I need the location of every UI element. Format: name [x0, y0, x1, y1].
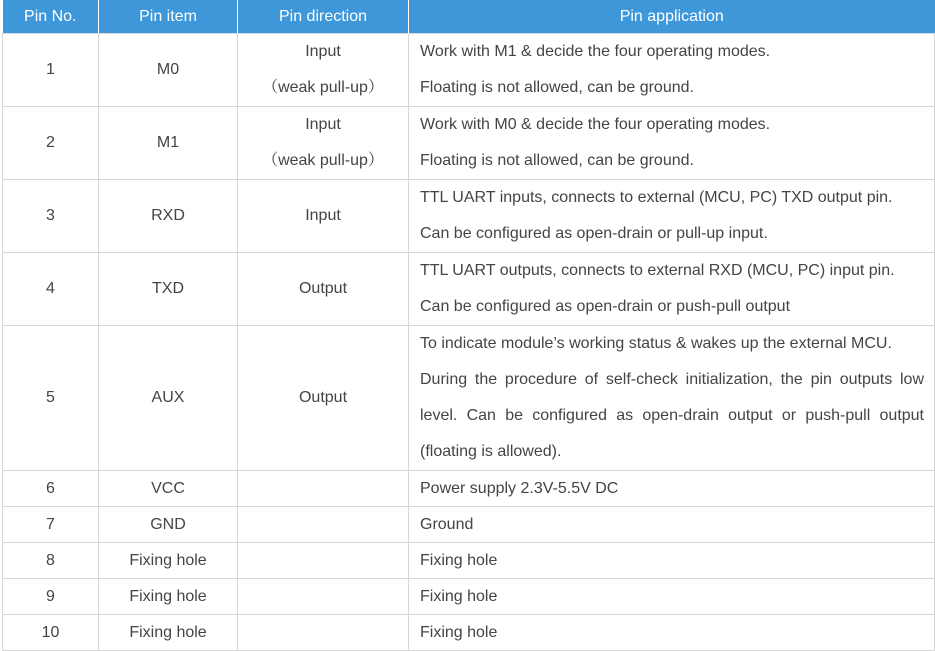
pin-item-cell: TXD	[99, 253, 238, 326]
pin-no-cell: 4	[3, 253, 99, 326]
pin-no-cell: 7	[3, 507, 99, 543]
pin-direction-cell	[238, 579, 409, 615]
table-header	[3, 0, 935, 34]
application-line: Can be configured as open-drain or push-pull output	[420, 298, 791, 315]
pin-application-cell	[409, 615, 935, 651]
application-line: TTL UART inputs, connects to external (MCU, PC) TXD output pin.	[420, 189, 893, 206]
application-line: Floating is not allowed, can be ground.	[420, 152, 694, 169]
direction-line: Input	[305, 116, 341, 133]
pin-no-cell: 6	[3, 471, 99, 507]
pin-item-cell: GND	[99, 507, 238, 543]
pin-direction-cell	[238, 471, 409, 507]
header-row	[3, 0, 935, 34]
table-row	[3, 615, 935, 651]
pin-application-cell	[409, 180, 935, 253]
pin-item-cell: AUX	[99, 326, 238, 471]
table-row	[3, 107, 935, 180]
pin-item-cell: M1	[99, 107, 238, 180]
pin-direction-cell	[238, 507, 409, 543]
table-row	[3, 471, 935, 507]
header-pin-application: Pin application	[409, 0, 935, 34]
pin-application-cell	[409, 253, 935, 326]
pin-application-cell	[409, 543, 935, 579]
application-line: To indicate module’s working status & wakes up the external MCU.	[420, 335, 892, 352]
pin-application-cell	[409, 507, 935, 543]
pin-direction-cell	[238, 615, 409, 651]
header-pin-no: Pin No.	[3, 0, 99, 34]
pin-item-cell: VCC	[99, 471, 238, 507]
table-row	[3, 326, 935, 471]
application-line: Fixing hole	[420, 588, 498, 605]
application-line: Ground	[420, 516, 474, 533]
pin-table	[2, 0, 935, 651]
table-row	[3, 543, 935, 579]
header-pin-item: Pin item	[99, 0, 238, 34]
pin-application-cell	[409, 326, 935, 471]
pin-item-cell: Fixing hole	[99, 615, 238, 651]
application-line: Work with M0 & decide the four operating modes.	[420, 116, 771, 133]
pin-direction-cell: Output	[238, 326, 409, 471]
table-row	[3, 180, 935, 253]
pin-no-cell: 8	[3, 543, 99, 579]
direction-note: （weak pull-up）	[262, 79, 384, 96]
application-line: Work with M1 & decide the four operating modes.	[420, 43, 771, 60]
pin-no-cell: 9	[3, 579, 99, 615]
application-line: Fixing hole	[420, 624, 498, 641]
pin-application-cell	[409, 34, 935, 107]
application-line: TTL UART outputs, connects to external RXD (MCU, PC) input pin.	[420, 262, 895, 279]
pin-direction-cell: Output	[238, 253, 409, 326]
table-body	[3, 34, 935, 651]
pin-no-cell: 10	[3, 615, 99, 651]
table-row	[3, 34, 935, 107]
application-line: Power supply 2.3V-5.5V DC	[420, 480, 619, 497]
pin-application-cell	[409, 579, 935, 615]
pin-direction-cell	[238, 543, 409, 579]
direction-note: （weak pull-up）	[262, 152, 384, 169]
pin-item-cell: M0	[99, 34, 238, 107]
pin-no-cell: 1	[3, 34, 99, 107]
direction-line: Input	[305, 43, 341, 60]
table-row	[3, 253, 935, 326]
pin-direction-cell	[238, 34, 409, 107]
pin-application-cell	[409, 107, 935, 180]
pin-item-cell: Fixing hole	[99, 579, 238, 615]
header-pin-direction: Pin direction	[238, 0, 409, 34]
pin-item-cell: RXD	[99, 180, 238, 253]
pin-application-cell	[409, 471, 935, 507]
pin-no-cell: 5	[3, 326, 99, 471]
application-paragraph: During the procedure of self-check initialization, the pin outputs low level. Can be configured as open-drain output or push-pull output (floating is allowed).	[420, 371, 924, 460]
pin-item-cell: Fixing hole	[99, 543, 238, 579]
pin-direction-cell: Input	[238, 180, 409, 253]
application-line: Can be configured as open-drain or pull-up input.	[420, 225, 768, 242]
pin-no-cell: 2	[3, 107, 99, 180]
application-line: Fixing hole	[420, 552, 498, 569]
table-row	[3, 579, 935, 615]
table-row	[3, 507, 935, 543]
pin-no-cell: 3	[3, 180, 99, 253]
pin-direction-cell	[238, 107, 409, 180]
application-line: Floating is not allowed, can be ground.	[420, 79, 694, 96]
